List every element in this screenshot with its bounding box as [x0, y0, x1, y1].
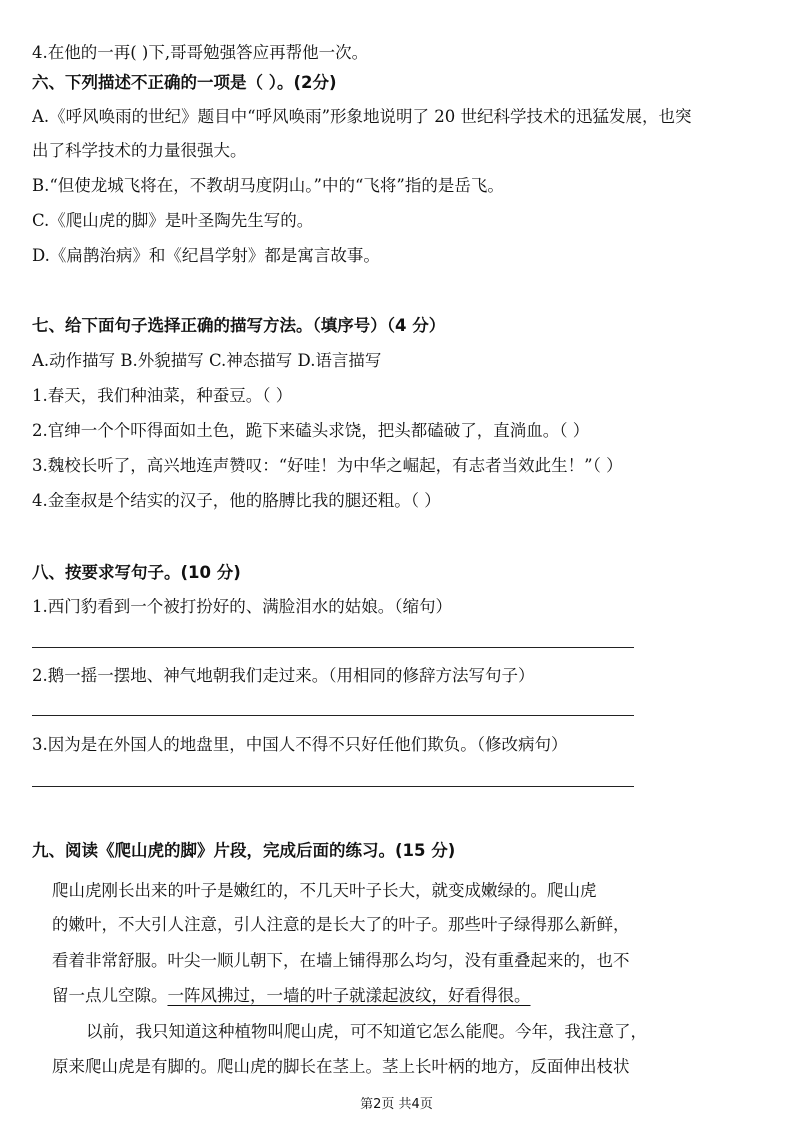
- section-8-title: 八、按要求写句子。(10 分): [32, 563, 241, 582]
- description-options: A.动作描写 B.外貌描写 C.神态描写 D.语言描写: [32, 351, 382, 370]
- passage-line: 的嫩叶，不大引人注意，引人注意的是长大了的叶子。那些叶子绿得那么新鲜，: [52, 915, 630, 934]
- passage-line: 看着非常舒服。叶尖一顺儿朝下，在墙上铺得那么均匀，没有重叠起来的，也不: [52, 951, 630, 970]
- passage-line: 爬山虎刚长出来的叶子是嫩红的，不几天叶子长大，就变成嫩绿的。爬山虎: [52, 881, 597, 900]
- question-line: 4.在他的一再( )下,哥哥勉强答应再帮他一次。: [32, 43, 369, 62]
- option-a-line2: 出了科学技术的力量很强大。: [32, 141, 247, 160]
- answer-line-1[interactable]: [32, 647, 634, 648]
- section-7-title: 七、给下面句子选择正确的描写方法。（填序号）（4 分）: [32, 316, 446, 335]
- passage-line: 以前，我只知道这种植物叫爬山虎，可不知道它怎么能爬。今年，我注意了，: [86, 1022, 647, 1041]
- section-7-question-1: 1.春天，我们种油菜，种蚕豆。（ ）: [32, 386, 293, 405]
- section-7-question-2: 2.官绅一个个吓得面如土色，跪下来磕头求饶，把头都磕破了，直淌血。（ ）: [32, 421, 590, 440]
- option-a-line1: A.《呼风唤雨的世纪》题目中“呼风唤雨”形象地说明了 20 世纪科学技术的迅猛发展，也突: [32, 107, 692, 126]
- answer-line-3[interactable]: [32, 786, 634, 787]
- option-c: C.《爬山虎的脚》是叶圣陶先生写的。: [32, 211, 314, 230]
- section-8-question-2: 2.鹅一摇一摆地、神气地朝我们走过来。（用相同的修辞方法写句子）: [32, 666, 535, 685]
- passage-text: 留一点儿空隙。: [52, 986, 168, 1005]
- answer-line-2[interactable]: [32, 715, 634, 716]
- section-6-title: 六、下列描述不正确的一项是（ ）。(2分): [32, 73, 337, 92]
- option-d: D.《扁鹊治病》和《纪昌学射》都是寓言故事。: [32, 246, 380, 265]
- passage-line: [52, 985, 773, 1007]
- section-8-question-3: 3.因为是在外国人的地盘里，中国人不得不只好任他们欺负。（修改病句）: [32, 735, 568, 754]
- section-7-question-4: 4.金奎叔是个结实的汉子，他的胳膊比我的腿还粗。（ ）: [32, 491, 441, 510]
- underlined-sentence: 一阵风拂过，一墙的叶子就漾起波纹，好看得很。: [167, 986, 531, 1005]
- section-9-title: 九、阅读《爬山虎的脚》片段，完成后面的练习。(15 分): [32, 841, 456, 860]
- passage-line: 原来爬山虎是有脚的。爬山虎的脚长在茎上。茎上长叶柄的地方，反面伸出枝状: [52, 1057, 630, 1076]
- section-7-question-3: 3.魏校长听了，高兴地连声赞叹：“好哇！为中华之崛起，有志者当效此生！”（ ）: [32, 456, 623, 475]
- option-b: B.“但使龙城飞将在，不教胡马度阴山。”中的“飞将”指的是岳飞。: [32, 176, 504, 195]
- page-number: 第2页 共4页: [360, 1097, 433, 1112]
- section-8-question-1: 1.西门豹看到一个被打扮好的、满脸泪水的姑娘。（缩句）: [32, 597, 452, 616]
